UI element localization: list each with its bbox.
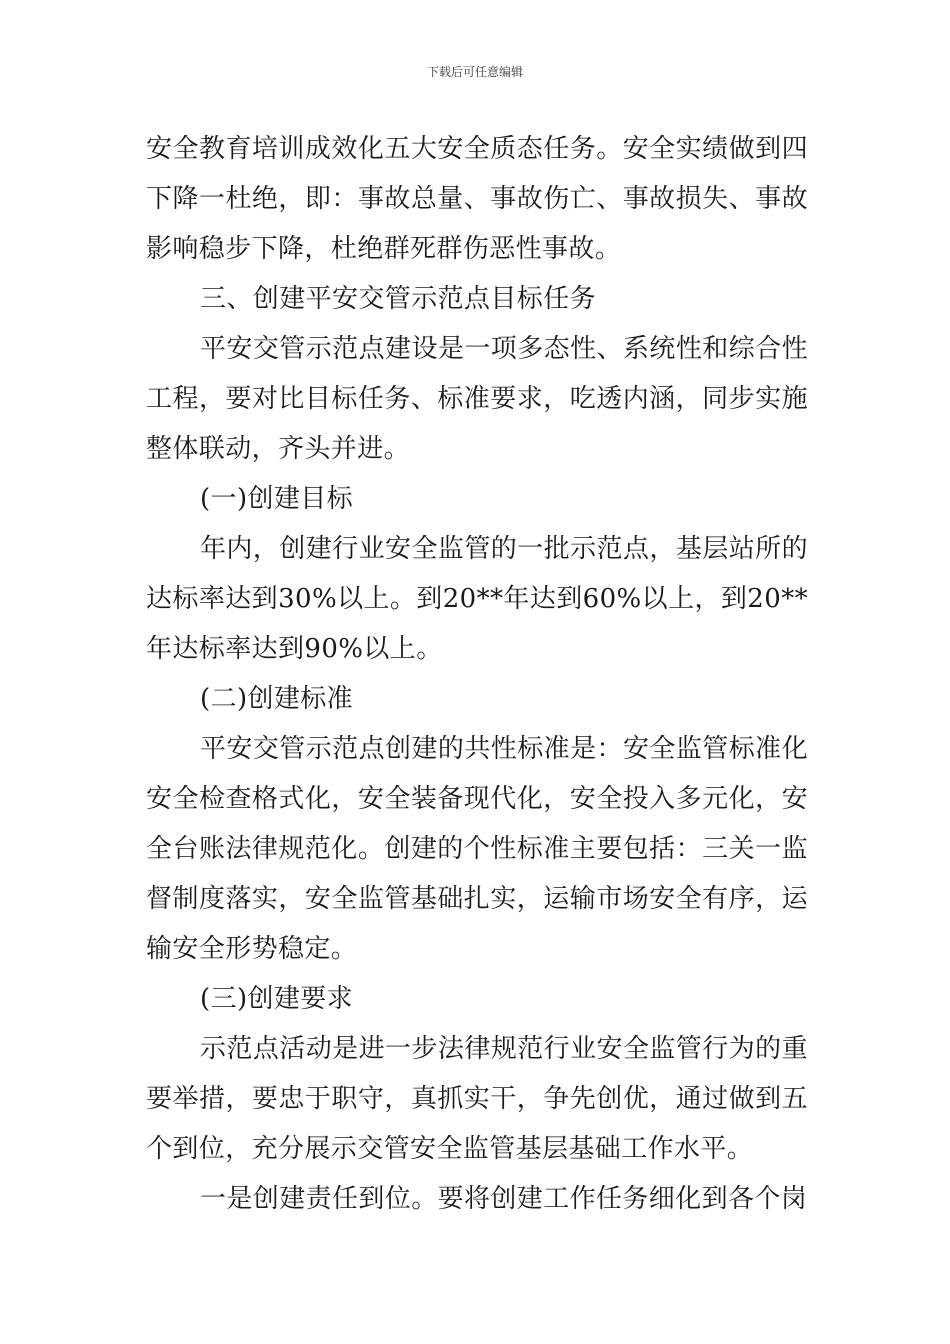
document-body [146,124,808,1224]
subheading-goal: (一)创建目标 [200,484,354,514]
paragraph-continuation: 安全教育培训成效化五大安全质态任务。安全实绩做到四下降一杜绝，即：事故总量、事故伤亡、事故损失、事故影响稳步下降，杜绝群死群伤恶性事故。 [146,134,808,264]
subheading-standard: (二)创建标准 [200,684,354,714]
paragraph-responsibility: 一是创建责任到位。要将创建工作任务细化到各个岗 [200,1184,808,1214]
paragraph-requirement: 示范点活动是进一步法律规范行业安全监管行为的重要举措，要忠于职守，真抓实干，争先创优，通过做到五个到位，充分展示交管安全监管基层基础工作水平。 [146,1034,808,1164]
section-heading-3: 三、创建平安交管示范点目标任务 [200,284,597,314]
page-header-note: 下载后可任意编辑 [426,65,523,79]
subheading-requirement: (三)创建要求 [200,984,354,1014]
paragraph-standard: 平安交管示范点创建的共性标准是：安全监管标准化安全检查格式化，安全装备现代化，安全投入多元化，安全台账法律规范化。创建的个性标准主要包括：三关一监督制度落实，安全监管基础扎实，运输市场安全有序，运输安全形势稳定。 [146,734,808,964]
paragraph-goal: 年内，创建行业安全监管的一批示范点，基层站所的达标率达到30%以上。到20**年达到60%以上，到20**年达标率达到90%以上。 [146,534,808,664]
paragraph-intro: 平安交管示范点建设是一项多态性、系统性和综合性工程，要对比目标任务、标准要求，吃透内涵，同步实施整体联动，齐头并进。 [146,334,808,464]
